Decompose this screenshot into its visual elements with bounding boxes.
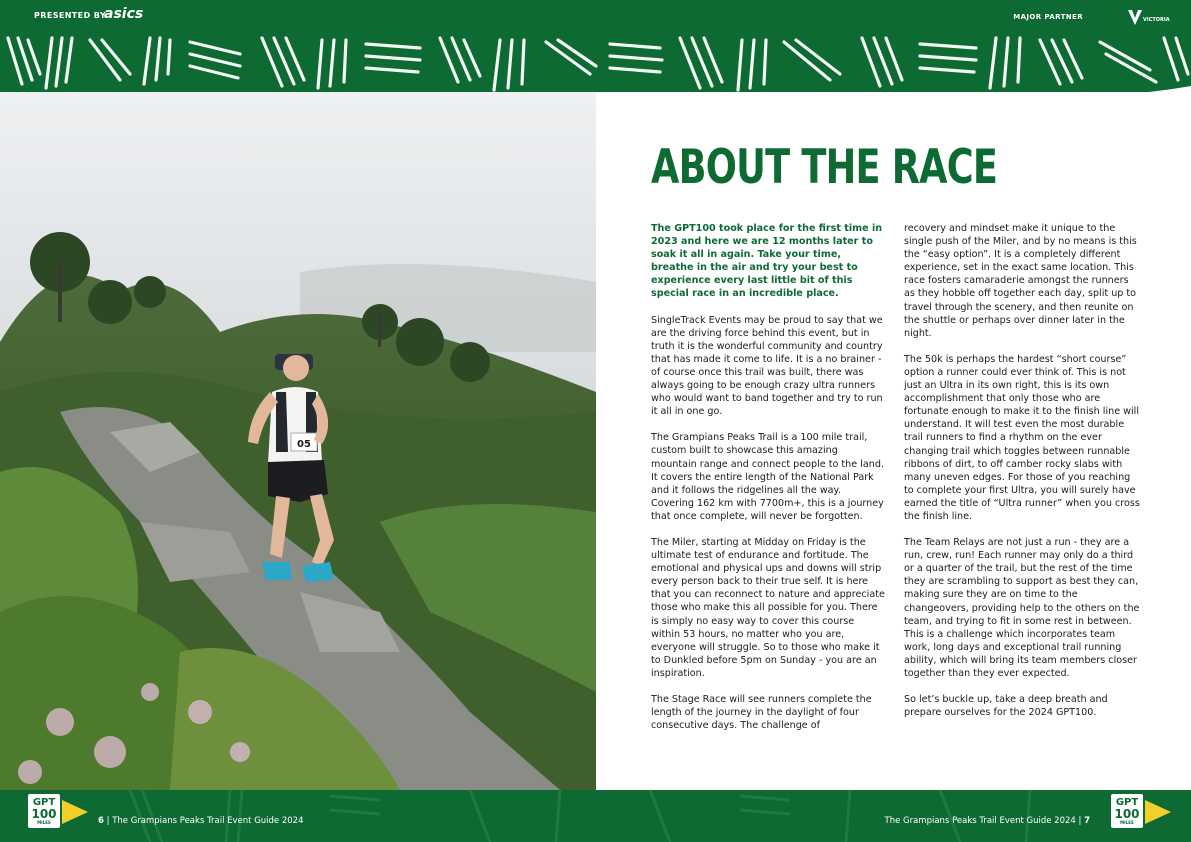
arrow-icon (62, 800, 88, 824)
badge-line-1: GPT (1115, 797, 1139, 808)
footer-right-text: The Grampians Peaks Trail Event Guide 2024 | (884, 816, 1082, 826)
victoria-logo (1126, 8, 1170, 28)
page-number-left: 6 (98, 816, 104, 826)
badge-line-3: MILES (37, 820, 51, 825)
body-paragraph: SingleTrack Events may be proud to say that we are the driving force behind this event, but in truth it is the wonderful community and country that has made it come to life. It is a no brainer - of course once this trail was built, there was always going to be enough crazy ultra runners who would want to band together and try to run it all in one go. (651, 314, 883, 418)
runner-bib-number: 05 (297, 439, 311, 450)
major-partner-label: MAJOR PARTNER (1013, 13, 1083, 21)
badge-line-3: MILES (1120, 820, 1134, 825)
body-paragraph: So let’s buckle up, take a deep breath and prepare ourselves for the 2024 GPT100. (904, 694, 1108, 719)
body-paragraph: The Miler, starting at Midday on Friday is the ultimate test of endurance and fortitude. The emotional and physical ups and downs will strip every person back to their true self. It is here that you can reconnect to nature and appreciate those who make this all possible for you. There is simply no easy way to cover this course within 53 hours, no matter who you are, everyone will struggle. So to those who make it to Dunkled before 5pm on Sunday - you are an inspiration. (651, 536, 885, 679)
presented-by-label: PRESENTED BY (34, 11, 107, 20)
footer-bar (0, 790, 1191, 842)
gpt100-logo-icon (1111, 794, 1143, 828)
gpt100-logo-icon (28, 794, 60, 828)
page-number-right: 7 (1084, 816, 1090, 826)
top-header-bar (0, 0, 1191, 34)
page-title: ABOUT THE RACE (651, 140, 998, 195)
footer-left (98, 816, 304, 826)
body-paragraph: recovery and mindset make it unique to the single push of the Miler, and by no means is this the “easy option”. It is a completely different experience, set in the exact same location. This race fosters camaraderie amongst the runners as they hobble off together each day, split up to travel through the scenery, and then reunite on the shuttle or perhaps over dinner later in the night. (904, 223, 1137, 339)
body-paragraph: The Grampians Peaks Trail is a 100 mile trail, custom built to showcase this amazing mountain range and connect people to the land. It covers the entire length of the National Park and it follows the ridgelines all the way. Covering 162 km with 7700m+, this is a journey that once complete, will never be forgotten. (651, 432, 884, 522)
asics-logo: asics (104, 6, 144, 22)
victoria-wordmark: VICTORIA (1143, 17, 1170, 23)
runner-photo (0, 92, 596, 790)
footer-right (885, 816, 1091, 826)
body-paragraph: The Team Relays are not just a run - they are a run, crew, run! Each runner may only do a third or a quarter of the trail, but the rest of the time they are scrambling to support as best they can, making sure they are on time to the changeovers, providing help to the others on the team, and trying to fit in some rest in between. This is a challenge which incorporates team work, long days and exceptional trail running ability, which will bring its team members closer together than they ever expected. (904, 537, 1140, 679)
badge-line-2: 100 (1114, 807, 1140, 821)
arrow-icon (1145, 800, 1171, 824)
intro-paragraph: The GPT100 took place for the first time in 2023 and here we are 12 months later to soak it all in again. Take your time, breathe in the air and try your best to experience every last little bit of this special race in an incredible place. (651, 223, 883, 300)
text-column-left (651, 222, 885, 745)
body-paragraph: The Stage Race will see runners complete the length of the journey in the daylight of four consecutive days. The challenge of (651, 694, 872, 732)
body-paragraph: The 50k is perhaps the hardest “short course” option a runner could ever think of. This is not just an Ultra in its own right, this is its own accomplishment that only those who are fortunate enough to make it to the finish line will understand. It will test even the most durable trail runners to find a rhythm on the ever changing trail which toggles between runnable ribbons of dirt, to off camber rocky slabs with many uneven edges. For those of you reaching to complete your first Ultra, you will surely have earned the title of “Ultra runner” when you cross the finish line. (904, 353, 1140, 522)
text-column-right (904, 222, 1140, 732)
footer-left-text: | The Grampians Peaks Trail Event Guide 2024 (106, 816, 304, 826)
badge-line-1: GPT (32, 797, 56, 808)
badge-line-2: 100 (31, 807, 57, 821)
